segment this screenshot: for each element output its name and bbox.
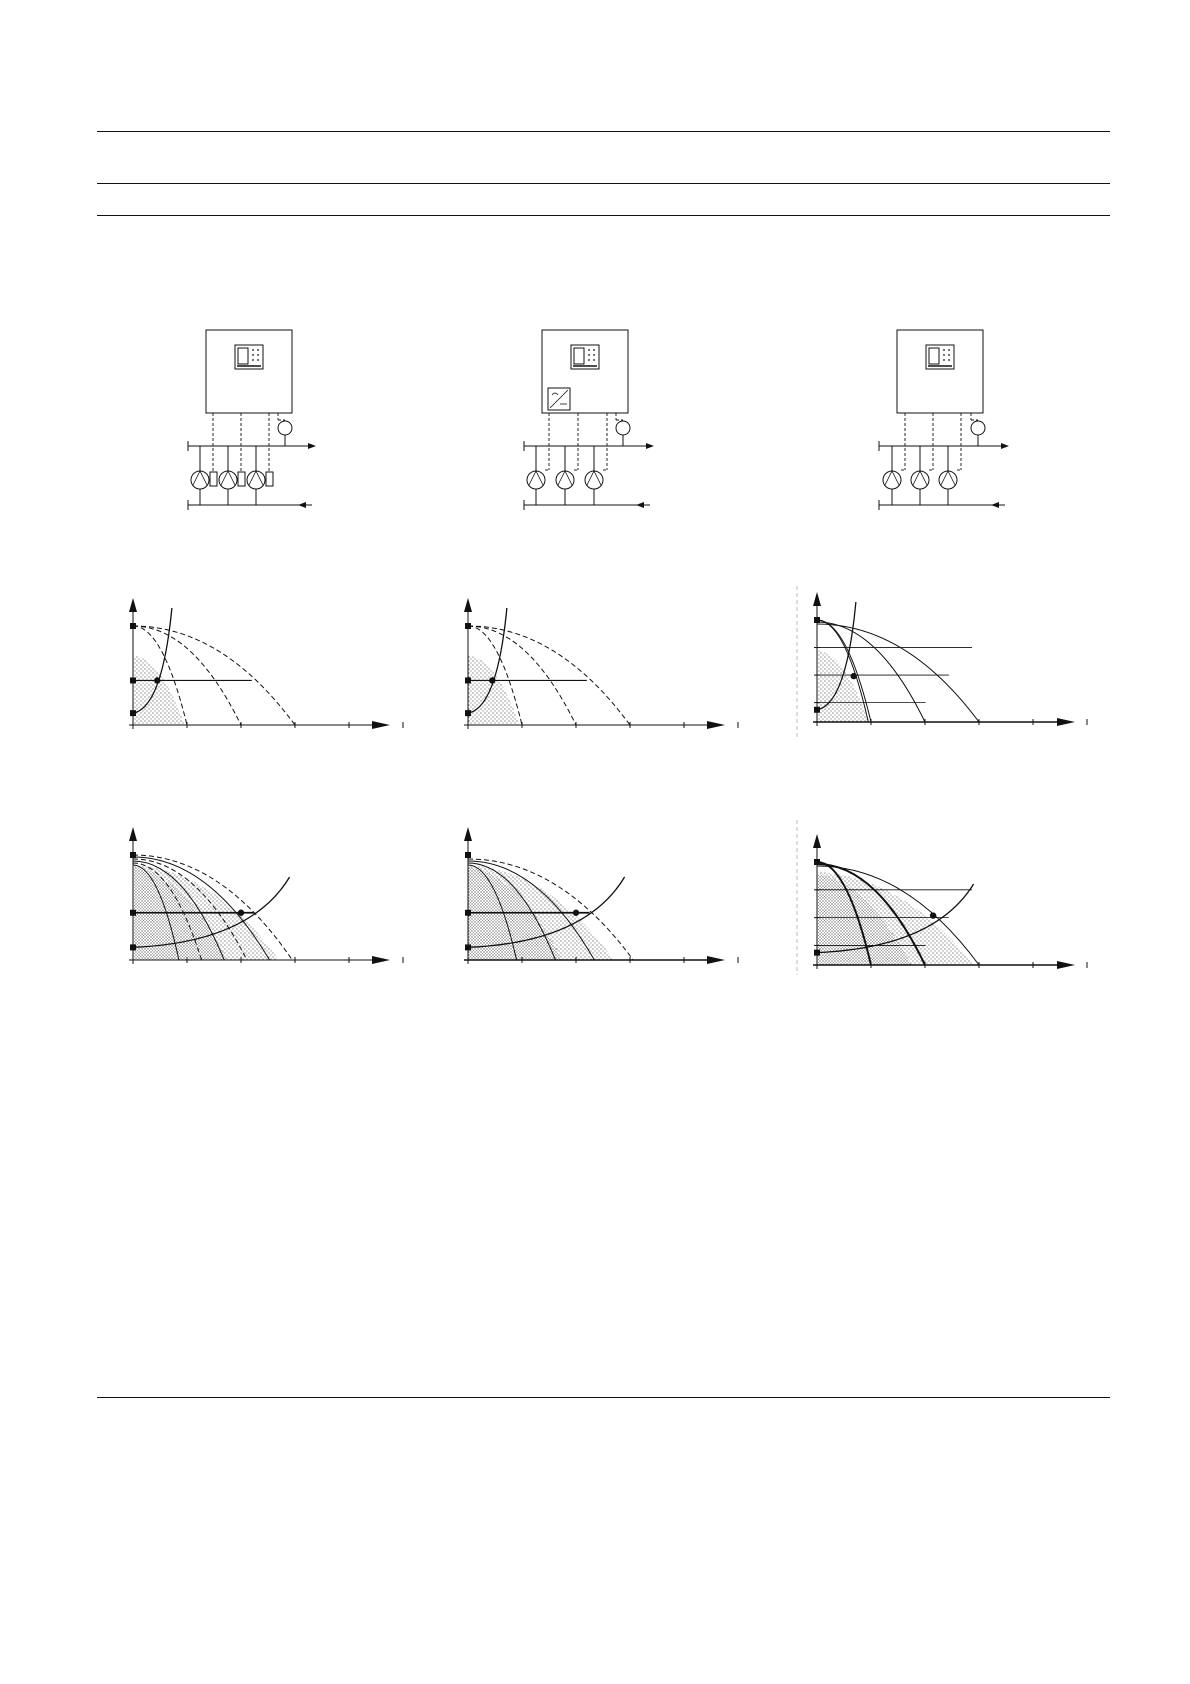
display-button <box>948 354 950 356</box>
shutoff-head-marker <box>465 852 471 858</box>
pump-symbol <box>939 471 957 489</box>
min-pressure-marker <box>814 707 820 713</box>
x-axis-arrow <box>372 956 390 964</box>
operating-area <box>133 656 184 725</box>
x-axis-arrow <box>1057 961 1075 969</box>
discharge-arrow <box>1001 443 1009 449</box>
display-button <box>588 354 590 356</box>
x-axis-arrow <box>707 721 725 729</box>
pump-symbol <box>247 471 265 489</box>
shutoff-head-marker <box>814 859 820 865</box>
setpoint-marker <box>465 677 471 683</box>
pump-starter <box>238 472 245 486</box>
pump-symbol <box>883 471 901 489</box>
y-axis-arrow <box>464 827 472 841</box>
min-pressure-marker <box>130 710 136 716</box>
pressure-sensor <box>616 421 630 435</box>
suction-arrow <box>298 502 306 508</box>
operating-point <box>573 910 579 916</box>
x-axis-arrow <box>707 956 725 964</box>
setpoint-marker <box>130 677 136 683</box>
curve-row2-col3 <box>813 834 1087 969</box>
display-button <box>943 354 945 356</box>
min-pressure-marker <box>130 944 136 950</box>
operating-point <box>930 912 936 918</box>
control-cabinet <box>897 330 983 413</box>
schematics-layer <box>188 330 1009 510</box>
x-axis-arrow <box>372 721 390 729</box>
shutoff-head-marker <box>814 617 820 623</box>
pump-symbol <box>527 471 545 489</box>
shutoff-head-marker <box>130 623 136 629</box>
y-axis-arrow <box>129 598 137 612</box>
pressure-sensor <box>971 421 985 435</box>
min-pressure-marker <box>465 710 471 716</box>
pump-starter <box>266 472 273 486</box>
display-button <box>588 359 590 361</box>
display-button <box>588 349 590 351</box>
y-axis-arrow <box>464 598 472 612</box>
suction-arrow <box>636 502 644 508</box>
display-button <box>252 349 254 351</box>
schematic-all-converters <box>879 330 1009 510</box>
suction-arrow <box>991 502 999 508</box>
pressure-sensor <box>278 421 292 435</box>
min-pressure-marker <box>814 950 820 956</box>
display-button <box>943 359 945 361</box>
display-button <box>943 349 945 351</box>
curve-row2-col1 <box>129 827 403 964</box>
y-axis-arrow <box>129 827 137 841</box>
pump-symbol <box>556 471 574 489</box>
setpoint-marker <box>465 910 471 916</box>
operating-point <box>238 910 244 916</box>
discharge-arrow <box>308 443 316 449</box>
display-button <box>593 354 595 356</box>
display-button <box>252 359 254 361</box>
shutoff-head-marker <box>130 852 136 858</box>
operating-point <box>154 677 160 683</box>
display-button <box>593 359 595 361</box>
schematic-one-converter <box>524 330 654 510</box>
curve-row1-col3 <box>813 592 1087 726</box>
display-button <box>948 349 950 351</box>
y-axis-arrow <box>813 592 821 606</box>
curve-row1-col1 <box>129 598 403 729</box>
operating-point <box>489 677 495 683</box>
display-button <box>257 359 259 361</box>
pump-starter <box>210 472 217 486</box>
pump-symbol <box>585 471 603 489</box>
operating-point <box>851 673 857 679</box>
display-button <box>257 354 259 356</box>
display-button <box>593 349 595 351</box>
setpoint-marker <box>130 910 136 916</box>
x-axis-arrow <box>1057 718 1075 726</box>
min-pressure-marker <box>465 944 471 950</box>
display-button <box>252 354 254 356</box>
discharge-arrow <box>646 443 654 449</box>
curve-row2-col2 <box>464 827 738 964</box>
pump-symbol <box>191 471 209 489</box>
display-button <box>948 359 950 361</box>
pump-symbol <box>219 471 237 489</box>
shutoff-head-marker <box>465 623 471 629</box>
control-cabinet <box>206 330 292 413</box>
display-button <box>257 349 259 351</box>
schematic-fixed-speed <box>188 330 316 510</box>
operating-area <box>468 656 519 725</box>
y-axis-arrow <box>813 834 821 848</box>
operating-area <box>817 651 868 722</box>
charts-layer <box>129 592 1087 969</box>
curve-row1-col2 <box>464 598 738 729</box>
pump-symbol <box>911 471 929 489</box>
